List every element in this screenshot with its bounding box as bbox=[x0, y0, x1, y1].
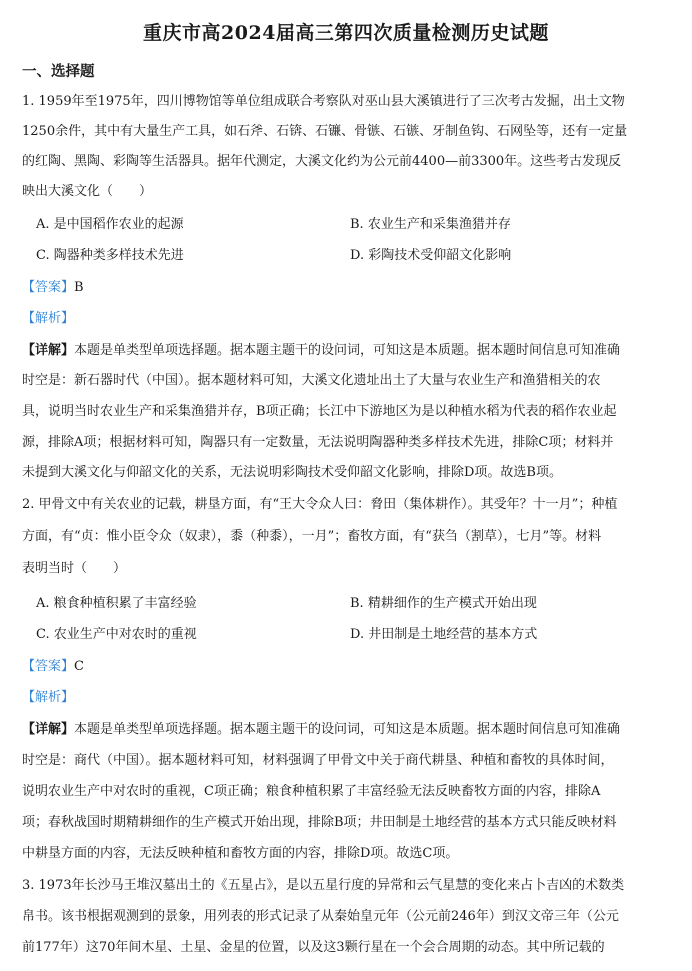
answer-tag: 【答案】 bbox=[22, 280, 75, 295]
q2-stem-line: 方面，有“贞：惟小臣令众（奴隶），黍（种黍），一月”；畜牧方面，有“获刍（割草），七月”等。材料 bbox=[22, 529, 602, 544]
q2-detail-line: 说明农业生产中对农时的重视，C项正确；粮食种植积累了丰富经验无法反映畜牧方面的内容，排除A bbox=[22, 784, 601, 799]
q1-option-d: D. 彩陶技术受仰韶文化影响 bbox=[350, 248, 512, 263]
detail-text: 本题是单类型单项选择题。据本题主题干的设问词，可知这是本质题。据本题时间信息可知准确 bbox=[74, 722, 621, 737]
q2-detail-line: 时空是：商代（中国）。据本题材料可知，材料强调了甲骨文中关于商代耕垦、种植和畜牧的具体时间， bbox=[22, 753, 614, 768]
page-title: 重庆市高2024届高三第四次质量检测历史试题 bbox=[143, 22, 549, 44]
section-heading: 一、选择题 bbox=[22, 63, 95, 80]
q2-option-d: D. 井田制是土地经营的基本方式 bbox=[350, 627, 538, 642]
q2-option-b: B. 精耕细作的生产模式开始出现 bbox=[350, 596, 537, 611]
q1-analysis-tag: 【解析】 bbox=[22, 311, 75, 326]
q2-stem-line: 表明当时（ ） bbox=[22, 561, 127, 576]
q1-answer bbox=[22, 280, 84, 296]
q2-detail-line bbox=[22, 722, 620, 738]
q1-stem-line: 1. 1959年至1975年，四川博物馆等单位组成联合考察队对巫山县大溪镇进行了三次考古发掘，出土文物 bbox=[22, 94, 625, 109]
q1-detail-line: 时空是：新石器时代（中国）。据本题材料可知，大溪文化遗址出土了大量与农业生产和渔猎相关的农 bbox=[22, 373, 601, 388]
q1-stem-line: 1250余件，其中有大量生产工具，如石斧、石锛、石镰、骨镞、石镞、牙制鱼钩、石网坠等，还有一定量 bbox=[22, 124, 628, 139]
q1-stem-line: 映出大溪文化（ ） bbox=[22, 184, 153, 199]
q1-option-b: B. 农业生产和采集渔猎并存 bbox=[350, 217, 511, 232]
q1-detail-line bbox=[22, 343, 620, 359]
q2-stem-line: 2. 甲骨文中有关农业的记载，耕垦方面，有“王大令众人曰：脅田（集体耕作）。其受年？十一月”；种植 bbox=[22, 497, 618, 512]
q3-stem-line: 3. 1973年长沙马王堆汉墓出土的《五星占》，是以五星行度的异常和云气星慧的变化来占卜吉凶的术数类 bbox=[22, 878, 625, 893]
q1-detail-line: 未提到大溪文化与仰韶文化的关系，无法说明彩陶技术受仰韶文化影响，排除D项。故选B项。 bbox=[22, 465, 562, 480]
q1-option-c: C. 陶器种类多样技术先进 bbox=[36, 248, 184, 263]
detail-tag: 【详解】 bbox=[22, 343, 75, 358]
q2-option-a: A. 粮食种植积累了丰富经验 bbox=[36, 596, 197, 611]
q1-option-a: A. 是中国稻作农业的起源 bbox=[36, 217, 184, 232]
answer-value: B bbox=[74, 280, 84, 295]
q1-detail-line: 具，说明当时农业生产和采集渔猎并存，B项正确；长江中下游地区为是以种植水稻为代表的稻作农业起 bbox=[22, 404, 617, 419]
q2-detail-line: 中耕垦方面的内容，无法反映种植和畜牧方面的内容，排除D项。故选C项。 bbox=[22, 846, 459, 861]
detail-tag: 【详解】 bbox=[22, 722, 75, 737]
answer-value: C bbox=[74, 659, 84, 674]
detail-text: 本题是单类型单项选择题。据本题主题干的设问词，可知这是本质题。据本题时间信息可知准确 bbox=[74, 343, 621, 358]
q3-stem-line: 前177年）这70年间木星、土星、金星的位置，以及这3颗行星在一个会合周期的动态。其中所记载的 bbox=[22, 940, 605, 955]
q1-stem-line: 的红陶、黑陶、彩陶等生活器具。据年代测定，大溪文化约为公元前4400—前3300年。这些考古发现反 bbox=[22, 154, 622, 169]
q1-detail-line: 源，排除A项；根据材料可知，陶器只有一定数量，无法说明陶器种类多样技术先进，排除C项；材料并 bbox=[22, 435, 614, 450]
q2-option-c: C. 农业生产中对农时的重视 bbox=[36, 627, 197, 642]
q2-detail-line: 项；春秋战国时期精耕细作的生产模式开始出现，排除B项；井田制是土地经营的基本方式只能反映材料 bbox=[22, 815, 617, 830]
q3-stem-line: 帛书。该书根据观测到的景象，用列表的形式记录了从秦始皇元年（公元前246年）到汉文帝三年（公元 bbox=[22, 909, 619, 924]
q2-answer bbox=[22, 659, 84, 675]
q2-analysis-tag: 【解析】 bbox=[22, 690, 75, 705]
answer-tag: 【答案】 bbox=[22, 659, 75, 674]
